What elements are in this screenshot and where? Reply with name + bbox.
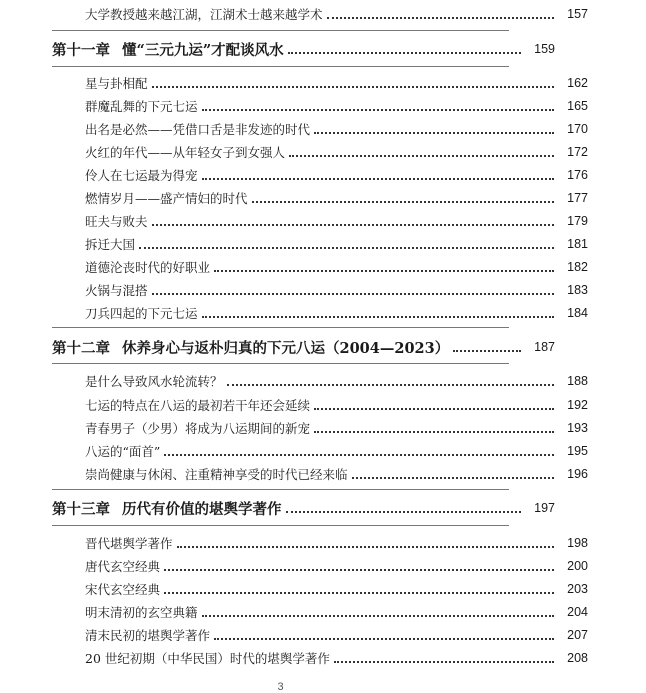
leader-dots — [202, 315, 554, 318]
leader-dots — [152, 292, 554, 295]
entry-title: 明末清初的玄空典籍 — [85, 605, 198, 620]
toc-entry[interactable] — [0, 210, 646, 232]
entry-page: 183 — [567, 283, 588, 297]
entry-title: 是什么导致风水轮流转？ — [85, 374, 223, 389]
divider — [52, 525, 509, 526]
chapter-number: 第十一章 — [52, 41, 110, 59]
leader-dots — [164, 453, 554, 456]
chapter-title: 历代有价值的堪舆学著作 — [122, 500, 282, 518]
entry-page: 157 — [567, 7, 588, 21]
entry-title: 道德沦丧时代的好职业 — [85, 260, 211, 275]
toc-entry[interactable] — [0, 256, 646, 278]
leader-dots — [202, 177, 554, 180]
toc-entry[interactable] — [0, 164, 646, 186]
entry-page: 182 — [567, 260, 588, 274]
chapter-heading[interactable] — [0, 336, 613, 358]
divider — [52, 66, 509, 67]
entry-title: 八运的“面首” — [85, 444, 161, 459]
entry-page: 196 — [567, 467, 588, 481]
entry-title: 拆迁大国 — [85, 237, 136, 252]
toc-entry[interactable] — [0, 187, 646, 209]
leader-dots — [202, 108, 554, 111]
entry-title: 晋代堪舆学著作 — [85, 536, 173, 551]
toc-entry[interactable] — [0, 417, 646, 439]
leader-dots — [314, 430, 554, 433]
leader-dots — [289, 154, 554, 157]
entry-page: 172 — [567, 145, 588, 159]
entry-page: 177 — [567, 191, 588, 205]
entry-page: 198 — [567, 536, 588, 550]
leader-dots — [288, 51, 521, 54]
entry-title: 出名是必然——凭借口舌是非发迹的时代 — [85, 122, 311, 137]
entry-page: 184 — [567, 306, 588, 320]
leader-dots — [286, 510, 522, 513]
toc-entry[interactable] — [0, 3, 646, 25]
toc-entry[interactable] — [0, 370, 646, 392]
toc-entry[interactable] — [0, 532, 646, 554]
divider — [52, 30, 509, 31]
leader-dots — [214, 269, 554, 272]
chapter-title: 懂“三元九运”才配谈风水 — [122, 41, 284, 59]
leader-dots — [227, 383, 554, 386]
chapter-heading[interactable] — [0, 497, 613, 519]
toc-entry[interactable] — [0, 601, 646, 623]
entry-page: 192 — [567, 398, 588, 412]
entry-page: 204 — [567, 605, 588, 619]
toc-entry[interactable] — [0, 647, 646, 669]
toc-entry[interactable] — [0, 555, 646, 577]
toc-entry[interactable] — [0, 463, 646, 485]
toc-entry[interactable] — [0, 72, 646, 94]
entry-title: 伶人在七运最为得宠 — [85, 168, 198, 183]
leader-dots — [152, 85, 554, 88]
chapter-page: 197 — [534, 501, 555, 515]
entry-page: 203 — [567, 582, 588, 596]
toc-entry[interactable] — [0, 394, 646, 416]
toc-entry[interactable] — [0, 440, 646, 462]
leader-dots — [164, 568, 554, 571]
entry-page: 179 — [567, 214, 588, 228]
entry-page: 165 — [567, 99, 588, 113]
leader-dots — [327, 16, 554, 19]
chapter-heading[interactable] — [0, 38, 613, 60]
entry-title: 火锅与混搭 — [85, 283, 148, 298]
leader-dots — [152, 223, 554, 226]
entry-title: 群魔乱舞的下元七运 — [85, 99, 198, 114]
leader-dots — [177, 545, 554, 548]
toc-entry[interactable] — [0, 302, 646, 324]
leader-dots — [139, 246, 554, 249]
leader-dots — [202, 614, 554, 617]
entry-title: 清末民初的堪舆学著作 — [85, 628, 211, 643]
toc-entry[interactable] — [0, 233, 646, 255]
toc-entry[interactable] — [0, 578, 646, 600]
leader-dots — [252, 200, 554, 203]
divider — [52, 327, 509, 328]
entry-page: 181 — [567, 237, 588, 251]
leader-dots — [453, 349, 521, 352]
entry-title: 大学教授越来越江湖，江湖术士越来越学术 — [85, 7, 323, 22]
entry-title: 青春男子（少男）将成为八运期间的新宠 — [85, 421, 311, 436]
entry-title: 旺夫与败夫 — [85, 214, 148, 229]
leader-dots — [214, 637, 554, 640]
toc-entry[interactable] — [0, 95, 646, 117]
chapter-page: 159 — [534, 42, 555, 56]
entry-page: 170 — [567, 122, 588, 136]
entry-title: 火红的年代——从年轻女子到女强人 — [85, 145, 286, 160]
toc-entry[interactable] — [0, 141, 646, 163]
entry-title: 刀兵四起的下元七运 — [85, 306, 198, 321]
leader-dots — [314, 131, 554, 134]
leader-dots — [352, 476, 554, 479]
entry-page: 188 — [567, 374, 588, 388]
entry-page: 162 — [567, 76, 588, 90]
entry-page: 195 — [567, 444, 588, 458]
toc-entry[interactable] — [0, 118, 646, 140]
divider — [52, 363, 509, 364]
entry-page: 208 — [567, 651, 588, 665]
divider — [52, 489, 509, 490]
leader-dots — [164, 591, 554, 594]
leader-dots — [314, 407, 554, 410]
entry-title: 20 世纪初期（中华民国）时代的堪舆学著作 — [85, 651, 330, 666]
chapter-title: 休养身心与返朴归真的下元八运（2004—2023） — [122, 339, 450, 357]
entry-page: 176 — [567, 168, 588, 182]
chapter-number: 第十三章 — [52, 500, 110, 518]
entry-page: 207 — [567, 628, 588, 642]
entry-title: 七运的特点在八运的最初若干年还会延续 — [85, 398, 311, 413]
entry-title: 崇尚健康与休闲、注重精神享受的时代已经来临 — [85, 467, 348, 482]
chapter-number: 第十二章 — [52, 339, 110, 357]
toc-entry[interactable] — [0, 279, 646, 301]
page-number: 3 — [277, 681, 284, 693]
entry-title: 星与卦相配 — [85, 76, 148, 91]
entry-title: 燃情岁月——盛产情妇的时代 — [85, 191, 248, 206]
entry-page: 200 — [567, 559, 588, 573]
chapter-page: 187 — [534, 340, 555, 354]
entry-title: 唐代玄空经典 — [85, 559, 161, 574]
entry-page: 193 — [567, 421, 588, 435]
leader-dots — [334, 660, 554, 663]
entry-title: 宋代玄空经典 — [85, 582, 161, 597]
toc-entry[interactable] — [0, 624, 646, 646]
